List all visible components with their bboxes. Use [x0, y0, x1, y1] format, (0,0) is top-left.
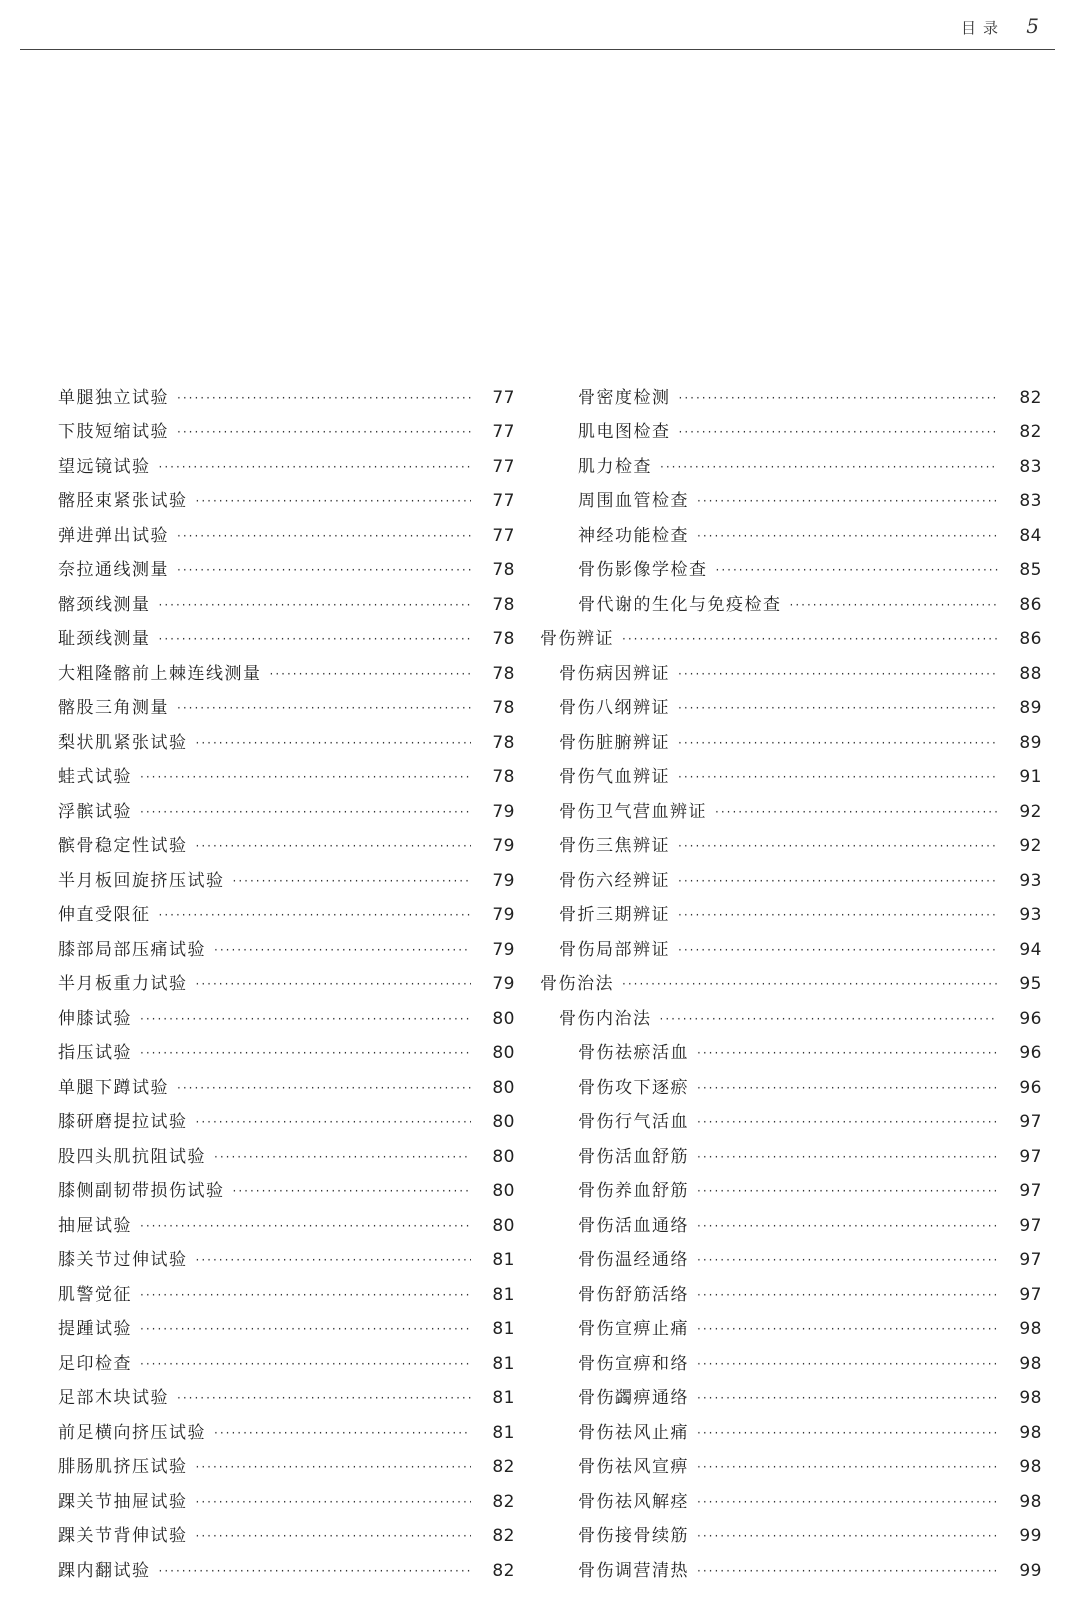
toc-entry-page: 97	[1019, 1215, 1042, 1236]
toc-leader-dots	[214, 1421, 471, 1445]
toc-entry[interactable]	[58, 1307, 515, 1342]
toc-entry-page: 99	[1019, 1560, 1042, 1581]
toc-entry[interactable]	[58, 1514, 515, 1549]
toc-entry-page: 82	[492, 1560, 515, 1581]
toc-entry-label: 指压试验	[58, 1043, 132, 1063]
toc-entry[interactable]	[540, 1203, 1042, 1238]
toc-entry-label: 骨伤调营清热	[578, 1560, 689, 1581]
toc-entry-label: 骨伤局部辨证	[559, 939, 670, 960]
toc-entry[interactable]	[540, 1031, 1042, 1066]
toc-entry-page: 78	[492, 629, 515, 649]
toc-entry-page: 82	[1019, 422, 1042, 442]
toc-leader-dots	[697, 1490, 998, 1514]
toc-entry[interactable]	[58, 582, 515, 617]
toc-entry-label: 单腿独立试验	[58, 387, 169, 408]
toc-entry[interactable]	[58, 1445, 515, 1480]
toc-entry-page: 79	[492, 870, 515, 891]
toc-entry[interactable]	[540, 1100, 1042, 1135]
toc-entry-page: 78	[492, 663, 515, 684]
toc-leader-dots	[270, 662, 472, 686]
toc-entry-label: 骨伤影像学检查	[578, 560, 708, 580]
toc-entry-label: 周围血管检查	[578, 491, 689, 511]
toc-leader-dots	[678, 765, 998, 789]
toc-leader-dots	[678, 731, 998, 755]
toc-entry-page: 85	[1019, 560, 1042, 580]
toc-entry-page: 89	[1019, 732, 1042, 753]
toc-entry[interactable]	[540, 617, 1042, 652]
toc-entry[interactable]	[58, 651, 515, 686]
toc-entry-page: 82	[492, 1491, 515, 1512]
toc-entry-label: 望远镜试验	[58, 456, 151, 477]
toc-leader-dots	[196, 489, 472, 513]
toc-entry[interactable]	[58, 1548, 515, 1583]
toc-entry[interactable]	[58, 1031, 515, 1066]
toc-leader-dots	[697, 1455, 998, 1479]
toc-entry[interactable]	[58, 789, 515, 824]
toc-entry[interactable]	[540, 996, 1042, 1031]
toc-entry-label: 骨伤养血舒筋	[578, 1181, 689, 1201]
toc-entry-page: 98	[1019, 1319, 1042, 1339]
toc-entry[interactable]	[58, 548, 515, 583]
toc-entry[interactable]	[540, 582, 1042, 617]
toc-leader-dots	[697, 1214, 998, 1238]
toc-entry-label: 弹进弹出试验	[58, 525, 169, 546]
toc-entry-label: 踝关节抽屉试验	[58, 1491, 188, 1512]
toc-entry-page: 98	[1019, 1457, 1042, 1477]
toc-entry-label: 骨伤气血辨证	[559, 767, 670, 787]
toc-entry-page: 83	[1019, 491, 1042, 511]
toc-entry-page: 98	[1019, 1388, 1042, 1408]
toc-entry-page: 78	[492, 560, 515, 580]
toc-entry-page: 77	[492, 525, 515, 546]
toc-entry[interactable]	[540, 1307, 1042, 1342]
toc-entry-label: 腓肠肌挤压试验	[58, 1457, 188, 1477]
toc-entry[interactable]	[540, 962, 1042, 997]
toc-leader-dots	[678, 903, 998, 927]
toc-entry-page: 97	[1019, 1181, 1042, 1201]
toc-entry-label: 髌骨稳定性试验	[58, 836, 188, 856]
toc-entry-page: 97	[1019, 1112, 1042, 1132]
toc-entry-page: 80	[492, 1112, 515, 1132]
toc-entry-page: 95	[1019, 974, 1042, 994]
toc-entry-page: 88	[1019, 663, 1042, 684]
toc-entry-label: 骨伤六经辨证	[559, 870, 670, 891]
toc-entry-label: 踝内翻试验	[58, 1560, 151, 1581]
toc-leader-dots	[159, 593, 472, 617]
toc-leader-dots	[697, 489, 998, 513]
toc-leader-dots	[622, 972, 998, 996]
toc-leader-dots	[214, 1145, 471, 1169]
toc-entry-page: 78	[492, 594, 515, 615]
toc-entry-label: 膝关节过伸试验	[58, 1250, 188, 1270]
toc-leader-dots	[159, 1559, 472, 1583]
toc-entry[interactable]	[58, 720, 515, 755]
toc-leader-dots	[697, 1179, 998, 1203]
toc-entry-label: 肌力检查	[578, 456, 652, 477]
toc-leader-dots	[196, 1524, 472, 1548]
toc-entry-label: 骨伤活血通络	[578, 1215, 689, 1236]
toc-leader-dots	[177, 524, 471, 548]
toc-entry-label: 骨伤温经通络	[578, 1250, 689, 1270]
toc-leader-dots	[159, 627, 472, 651]
toc-entry-label: 肌警觉征	[58, 1284, 132, 1305]
toc-entry-page: 81	[492, 1422, 515, 1443]
toc-entry-page: 79	[492, 801, 515, 822]
toc-leader-dots	[177, 1076, 471, 1100]
toc-entry-page: 78	[492, 698, 515, 718]
toc-entry-page: 98	[1019, 1353, 1042, 1374]
toc-entry-label: 骨伤祛风止痛	[578, 1422, 689, 1443]
toc-entry-page: 94	[1019, 939, 1042, 960]
toc-entry[interactable]	[58, 1100, 515, 1135]
toc-leader-dots	[697, 1524, 998, 1548]
toc-entry[interactable]	[540, 893, 1042, 928]
toc-leader-dots	[697, 1145, 998, 1169]
toc-entry[interactable]	[540, 1169, 1042, 1204]
toc-entry-page: 93	[1019, 905, 1042, 925]
toc-entry-label: 骨伤祛风解痉	[578, 1491, 689, 1512]
toc-entry[interactable]	[58, 1065, 515, 1100]
toc-entry-label: 单腿下蹲试验	[58, 1077, 169, 1098]
toc-entry-label: 大粗隆髂前上棘连线测量	[58, 663, 262, 684]
toc-entry-page: 79	[492, 836, 515, 856]
toc-entry[interactable]	[540, 513, 1042, 548]
toc-entry-page: 79	[492, 939, 515, 960]
toc-entry-label: 骨伤攻下逐瘀	[578, 1077, 689, 1098]
toc-entry-page: 82	[492, 1526, 515, 1546]
toc-leader-dots	[233, 869, 472, 893]
toc-entry-page: 81	[492, 1319, 515, 1339]
toc-entry[interactable]	[58, 1134, 515, 1169]
page-header	[20, 0, 1055, 50]
toc-leader-dots	[159, 455, 472, 479]
toc-entry[interactable]	[540, 755, 1042, 790]
toc-entry-label: 前足横向挤压试验	[58, 1422, 206, 1443]
toc-leader-dots	[177, 558, 471, 582]
toc-entry[interactable]	[540, 824, 1042, 859]
toc-leader-dots	[140, 765, 471, 789]
toc-entry-label: 足印检查	[58, 1353, 132, 1374]
toc-leader-dots	[140, 1007, 471, 1031]
toc-leader-dots	[697, 1248, 998, 1272]
toc-leader-dots	[196, 972, 472, 996]
toc-entry-label: 骨伤三焦辨证	[559, 836, 670, 856]
toc-entry[interactable]	[540, 1548, 1042, 1583]
toc-entry-label: 浮髌试验	[58, 801, 132, 822]
toc-entry-label: 膝研磨提拉试验	[58, 1112, 188, 1132]
toc-leader-dots	[679, 420, 999, 444]
toc-entry-label: 骨折三期辨证	[559, 905, 670, 925]
toc-entry-label: 伸直受限征	[58, 905, 151, 925]
toc-entry-page: 77	[492, 491, 515, 511]
toc-leader-dots	[177, 1386, 471, 1410]
toc-leader-dots	[697, 1110, 998, 1134]
toc-entry[interactable]	[540, 444, 1042, 479]
toc-entry-page: 91	[1019, 767, 1042, 787]
toc-entry-label: 半月板回旋挤压试验	[58, 870, 225, 891]
toc-entry-page: 80	[492, 1146, 515, 1167]
toc-entry-label: 髂颈线测量	[58, 594, 151, 615]
toc-entry-page: 80	[492, 1043, 515, 1063]
toc-entry-label: 骨伤接骨续筋	[578, 1526, 689, 1546]
toc-entry[interactable]	[540, 410, 1042, 445]
toc-entry[interactable]	[540, 720, 1042, 755]
toc-entry[interactable]	[540, 1514, 1042, 1549]
toc-entry[interactable]	[540, 1238, 1042, 1273]
toc-entry[interactable]	[58, 686, 515, 721]
toc-entry-page: 97	[1019, 1146, 1042, 1167]
toc-leader-dots	[697, 1386, 998, 1410]
toc-entry-label: 骨伤宣痹止痛	[578, 1319, 689, 1339]
toc-entry-label: 抽屉试验	[58, 1215, 132, 1236]
toc-leader-dots	[678, 662, 998, 686]
toc-entry[interactable]	[58, 479, 515, 514]
toc-entry-page: 83	[1019, 456, 1042, 477]
toc-entry-page: 98	[1019, 1422, 1042, 1443]
toc-entry-page: 77	[492, 456, 515, 477]
toc-entry-label: 骨密度检测	[578, 387, 671, 408]
toc-entry[interactable]	[540, 1065, 1042, 1100]
toc-entry-label: 骨伤祛风宣痹	[578, 1457, 689, 1477]
toc-leader-dots	[196, 1455, 472, 1479]
toc-leader-dots	[196, 1490, 472, 1514]
toc-entry-label: 神经功能检查	[578, 525, 689, 546]
toc-entry[interactable]	[540, 651, 1042, 686]
toc-entry[interactable]	[540, 1272, 1042, 1307]
toc-leader-dots	[678, 834, 998, 858]
toc-leader-dots	[678, 938, 998, 962]
toc-entry-page: 80	[492, 1215, 515, 1236]
toc-entry-label: 股四头肌抗阻试验	[58, 1146, 206, 1167]
toc-entry-label: 骨伤蠲痹通络	[578, 1388, 689, 1408]
toc-entry[interactable]	[58, 513, 515, 548]
toc-entry[interactable]	[540, 1410, 1042, 1445]
toc-leader-dots	[177, 386, 471, 410]
toc-entry-label: 骨伤八纲辨证	[559, 698, 670, 718]
toc-leader-dots	[214, 938, 471, 962]
toc-entry[interactable]	[540, 686, 1042, 721]
toc-entry[interactable]	[58, 1376, 515, 1411]
toc-entry-page: 82	[1019, 387, 1042, 408]
toc-entry-page: 96	[1019, 1043, 1042, 1063]
toc-entry[interactable]	[540, 1376, 1042, 1411]
toc-leader-dots	[678, 869, 998, 893]
toc-entry[interactable]	[58, 927, 515, 962]
toc-leader-dots	[697, 1041, 998, 1065]
toc-entry-page: 89	[1019, 698, 1042, 718]
toc-entry[interactable]	[540, 1479, 1042, 1514]
header-title: 目录	[960, 19, 1005, 37]
toc-leader-dots	[159, 903, 472, 927]
toc-leader-dots	[715, 800, 998, 824]
toc-leader-dots	[196, 1248, 472, 1272]
toc-entry[interactable]	[540, 858, 1042, 893]
toc-leader-dots	[177, 696, 471, 720]
toc-leader-dots	[697, 1421, 998, 1445]
toc-leader-dots	[697, 1076, 998, 1100]
toc-entry-label: 骨伤活血舒筋	[578, 1146, 689, 1167]
toc-leader-dots	[790, 593, 999, 617]
toc-entry-label: 足部木块试验	[58, 1388, 169, 1408]
toc-entry-label: 骨伤辨证	[540, 629, 614, 649]
toc-leader-dots	[140, 800, 471, 824]
toc-entry[interactable]	[540, 927, 1042, 962]
toc-entry-page: 79	[492, 905, 515, 925]
toc-entry-page: 84	[1019, 525, 1042, 546]
toc-entry-label: 骨伤脏腑辨证	[559, 732, 670, 753]
toc-leader-dots	[697, 1317, 998, 1341]
toc-entry-page: 97	[1019, 1250, 1042, 1270]
toc-entry-label: 奈拉通线测量	[58, 560, 169, 580]
toc-leader-dots	[697, 1283, 998, 1307]
toc-leader-dots	[196, 1110, 472, 1134]
toc-entry-page: 79	[492, 974, 515, 994]
toc-entry[interactable]	[58, 410, 515, 445]
toc-leader-dots	[660, 1007, 999, 1031]
toc-leader-dots	[697, 524, 998, 548]
toc-left-column	[58, 375, 515, 1583]
toc-leader-dots	[697, 1352, 998, 1376]
toc-leader-dots	[140, 1352, 471, 1376]
toc-entry[interactable]	[58, 996, 515, 1031]
toc-entry-label: 提踵试验	[58, 1319, 132, 1339]
toc-entry[interactable]	[540, 479, 1042, 514]
toc-entry[interactable]	[58, 1203, 515, 1238]
toc-leader-dots	[177, 420, 471, 444]
toc-entry-label: 踝关节背伸试验	[58, 1526, 188, 1546]
toc-entry[interactable]	[58, 1272, 515, 1307]
toc-entry-label: 骨伤行气活血	[578, 1112, 689, 1132]
toc-entry[interactable]	[58, 444, 515, 479]
toc-entry-page: 81	[492, 1353, 515, 1374]
toc-entry[interactable]	[540, 548, 1042, 583]
toc-entry[interactable]	[58, 375, 515, 410]
toc-entry-page: 81	[492, 1284, 515, 1305]
toc-entry[interactable]	[540, 1341, 1042, 1376]
toc-entry-label: 骨伤治法	[540, 974, 614, 994]
toc-entry-page: 86	[1019, 594, 1042, 615]
toc-right-column	[540, 375, 1042, 1583]
toc-leader-dots	[716, 558, 999, 582]
toc-entry-label: 骨伤病因辨证	[559, 663, 670, 684]
toc-entry-page: 80	[492, 1008, 515, 1029]
toc-entry[interactable]	[58, 1341, 515, 1376]
toc-entry-page: 86	[1019, 629, 1042, 649]
toc-entry-label: 骨伤宣痹和络	[578, 1353, 689, 1374]
toc-entry-label: 伸膝试验	[58, 1008, 132, 1029]
toc-entry-page: 96	[1019, 1008, 1042, 1029]
toc-entry-page: 80	[492, 1077, 515, 1098]
toc-entry[interactable]	[540, 1445, 1042, 1480]
toc-entry-label: 梨状肌紧张试验	[58, 732, 188, 753]
toc-leader-dots	[233, 1179, 472, 1203]
toc-entry[interactable]	[58, 1479, 515, 1514]
toc-entry-label: 骨伤祛瘀活血	[578, 1043, 689, 1063]
toc-entry-label: 蛙式试验	[58, 767, 132, 787]
toc-entry[interactable]	[58, 755, 515, 790]
toc-entry-label: 下肢短缩试验	[58, 422, 169, 442]
toc-entry[interactable]	[58, 858, 515, 893]
toc-entry-label: 肌电图检查	[578, 422, 671, 442]
toc-entry[interactable]	[58, 824, 515, 859]
toc-entry[interactable]	[540, 789, 1042, 824]
toc-leader-dots	[678, 696, 998, 720]
toc-entry-page: 81	[492, 1388, 515, 1408]
toc-entry-label: 耻颈线测量	[58, 629, 151, 649]
toc-entry[interactable]	[540, 1134, 1042, 1169]
toc-entry-page: 96	[1019, 1077, 1042, 1098]
toc-leader-dots	[140, 1283, 471, 1307]
toc-leader-dots	[660, 455, 998, 479]
toc-entry-label: 骨伤内治法	[559, 1008, 652, 1029]
toc-entry[interactable]	[58, 617, 515, 652]
toc-entry[interactable]	[58, 1238, 515, 1273]
toc-entry-page: 77	[492, 387, 515, 408]
toc-leader-dots	[196, 731, 472, 755]
toc-entry-page: 78	[492, 732, 515, 753]
toc-entry-label: 髂胫束紧张试验	[58, 491, 188, 511]
toc-entry-page: 98	[1019, 1491, 1042, 1512]
toc-entry-page: 92	[1019, 836, 1042, 856]
toc-entry-page: 77	[492, 422, 515, 442]
toc-leader-dots	[196, 834, 472, 858]
toc-entry-page: 93	[1019, 870, 1042, 891]
toc-entry-page: 97	[1019, 1284, 1042, 1305]
toc-entry-label: 膝侧副韧带损伤试验	[58, 1181, 225, 1201]
header-page-number: 5	[1026, 14, 1039, 38]
toc-entry[interactable]	[58, 962, 515, 997]
toc-entry-page: 92	[1019, 801, 1042, 822]
toc-entry-page: 82	[492, 1457, 515, 1477]
toc-entry-label: 骨伤舒筋活络	[578, 1284, 689, 1305]
toc-leader-dots	[140, 1041, 471, 1065]
toc-entry-page: 78	[492, 767, 515, 787]
toc-entry-page: 80	[492, 1181, 515, 1201]
toc-entry-page: 99	[1019, 1526, 1042, 1546]
toc-leader-dots	[622, 627, 998, 651]
toc-entry-label: 膝部局部压痛试验	[58, 939, 206, 960]
toc-entry-label: 骨代谢的生化与免疫检查	[578, 594, 782, 615]
toc-entry-label: 半月板重力试验	[58, 974, 188, 994]
toc-leader-dots	[679, 386, 999, 410]
toc-entry[interactable]	[58, 1410, 515, 1445]
toc-entry[interactable]	[58, 1169, 515, 1204]
toc-entry-page: 81	[492, 1250, 515, 1270]
toc-entry[interactable]	[540, 375, 1042, 410]
toc-leader-dots	[697, 1559, 998, 1583]
toc-leader-dots	[140, 1317, 471, 1341]
toc-leader-dots	[140, 1214, 471, 1238]
toc-entry-label: 髂股三角测量	[58, 698, 169, 718]
toc-entry[interactable]	[58, 893, 515, 928]
toc-entry-label: 骨伤卫气营血辨证	[559, 801, 707, 822]
